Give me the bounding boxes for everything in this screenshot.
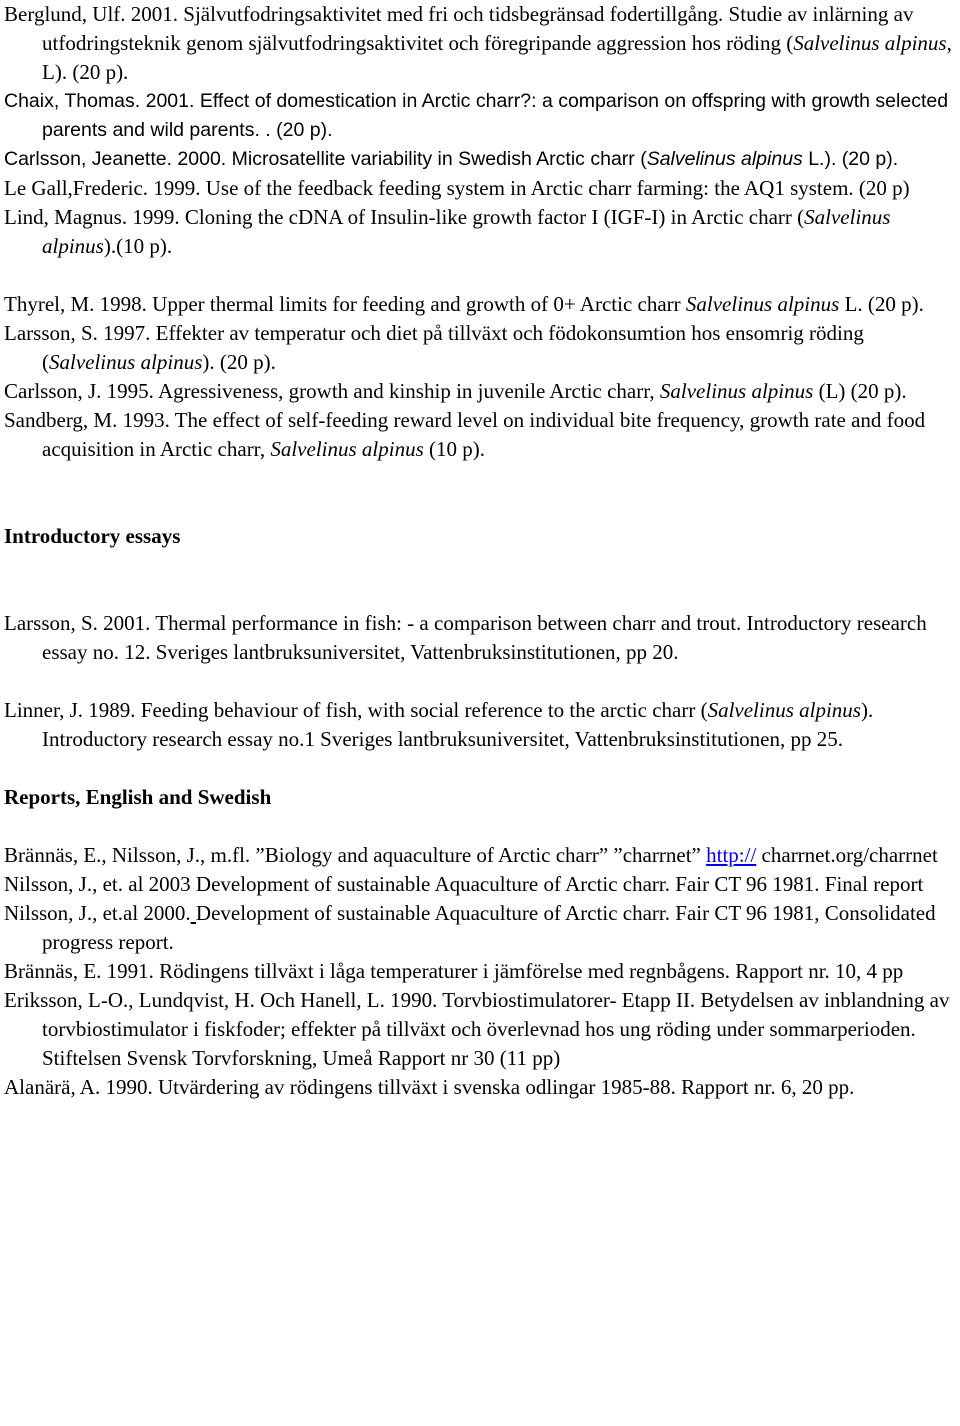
reference-text: L. (20 p).	[839, 292, 924, 316]
species-name: Salvelinus alpinus	[685, 292, 840, 316]
reference-text: Eriksson, L-O., Lundqvist, H. Och Hanell, L. 1990. Torvbiostimulatorer- Etapp II. Betydelsen av inblandning av torvbiostimulator i fiskfoder; effekter på tillväxt och överlevnad hos ung röding under sommarperioden. Stiftelsen Svensk Torvforskning, Umeå Rapport nr 30 (11 pp)	[4, 988, 950, 1070]
reference-text: Larsson, S. 2001. Thermal performance in fish: - a comparison between charr and trout. Introductory research essay no. 12. Sveriges lantbruksuniversitet, Vattenbruksinstitutionen, pp 20.	[4, 611, 927, 664]
reference-entry	[4, 377, 957, 406]
section-heading-reports: Reports, English and Swedish	[4, 785, 272, 809]
reference-link[interactable]: http://	[706, 843, 757, 867]
reference-text: ). (20 p).	[202, 350, 276, 374]
species-name: Salvelinus alpinus	[659, 379, 814, 403]
species-name: Salvelinus alpinus	[793, 31, 947, 55]
reference-text: Linner, J. 1989. Feeding behaviour of fish, with social reference to the arctic charr (	[4, 698, 708, 722]
reference-text: Alanärä, A. 1990. Utvärdering av rödingens tillväxt i svenska odlingar 1985-88. Rapport nr. 6, 20 pp.	[4, 1075, 855, 1099]
spacer	[4, 464, 957, 522]
reference-entry	[4, 899, 957, 957]
reference-text: Le Gall,Frederic. 1999. Use of the feedback feeding system in Arctic charr farming: the AQ1 system. (20 p)	[4, 176, 910, 200]
spacer	[4, 754, 957, 783]
reference-text: Carlsson, Jeanette. 2000. Microsatellite variability in Swedish Arctic charr (	[4, 148, 647, 170]
spacer	[4, 812, 957, 841]
species-name: Salvelinus alpinus	[707, 698, 861, 722]
species-name: Salvelinus alpinus	[42, 205, 891, 258]
reference-text: L.). (20 p).	[802, 148, 899, 170]
reference-entry	[4, 986, 957, 1073]
section-heading-introductory-essays: Introductory essays	[4, 524, 181, 548]
spacer	[4, 551, 957, 609]
reference-text: charrnet.org/charrnet	[756, 843, 938, 867]
reference-entry	[4, 870, 957, 899]
reference-entry	[4, 1073, 957, 1102]
reference-entry	[4, 696, 957, 754]
reference-text: Brännäs, E. 1991. Rödingens tillväxt i låga temperaturer i jämförelse med regnbågens. Rapport nr. 10, 4 pp	[4, 959, 904, 983]
reference-entry	[4, 957, 957, 986]
reference-text: ).(10 p).	[103, 234, 173, 258]
species-name: Salvelinus alpinus	[49, 350, 203, 374]
reference-text: (10 p).	[423, 437, 486, 461]
reference-entry	[4, 319, 957, 377]
reference-text: Brännäs, E., Nilsson, J., m.fl. ”Biology and aquaculture of Arctic charr” ”charrnet”	[4, 843, 707, 867]
reference-text: Larsson, S. 1997. Effekter av temperatur och diet på tillväxt och födokonsumtion hos ensomrig röding (	[4, 321, 864, 374]
reference-entry	[4, 145, 957, 174]
reference-text: Lind, Magnus. 1999. Cloning the cDNA of Insulin-like growth factor I (IGF-I) in Arctic charr (	[4, 205, 805, 229]
theses-list	[4, 0, 957, 464]
reference-entry	[4, 609, 957, 667]
reference-text: Development of sustainable Aquaculture of Arctic charr. Fair CT 96 1981, Consolidated progress report.	[42, 901, 936, 954]
reference-text: Nilsson, J., et.al 2000.	[4, 901, 191, 925]
reference-text: Sandberg, M. 1993. The effect of self-feeding reward level on individual bite frequency, growth rate and food acquisition in Arctic charr,	[4, 408, 926, 461]
reference-text: Thyrel, M. 1998. Upper thermal limits for feeding and growth of 0+ Arctic charr	[4, 292, 686, 316]
reference-text: ). Introductory research essay no.1 Sveriges lantbruksuniversitet, Vattenbruksinstitutionen, pp 25.	[42, 698, 874, 751]
reference-text: Chaix, Thomas. 2001. Effect of domestication in Arctic charr?: a comparison on offspring with growth selected parents and wild parents. . (20 p).	[4, 90, 949, 141]
reference-entry	[4, 406, 957, 464]
reference-entry	[4, 174, 957, 203]
reference-text: , L). (20 p).	[42, 31, 952, 84]
reference-text: Berglund, Ulf. 2001. Självutfodringsaktivitet med fri och tidsbegränsad fodertillgång. Studie av inlärning av utfodringsteknik genom självutfodringsaktivitet och föregripande aggression hos röding (	[4, 2, 914, 55]
reference-entry	[4, 0, 957, 87]
reference-entry	[4, 841, 957, 870]
reference-text: (L) (20 p).	[813, 379, 907, 403]
reference-entry	[4, 290, 957, 319]
reference-text: Nilsson, J., et. al 2003 Development of sustainable Aquaculture of Arctic charr. Fair CT 96 1981. Final report	[4, 872, 924, 896]
introductory-essays-list	[4, 609, 957, 754]
species-name: Salvelinus alpinus	[646, 148, 803, 170]
species-name: Salvelinus alpinus	[270, 437, 424, 461]
reference-text: Carlsson, J. 1995. Agressiveness, growth and kinship in juvenile Arctic charr,	[4, 379, 660, 403]
reports-list	[4, 841, 957, 1102]
reference-entry	[4, 87, 957, 145]
reference-entry	[4, 203, 957, 261]
